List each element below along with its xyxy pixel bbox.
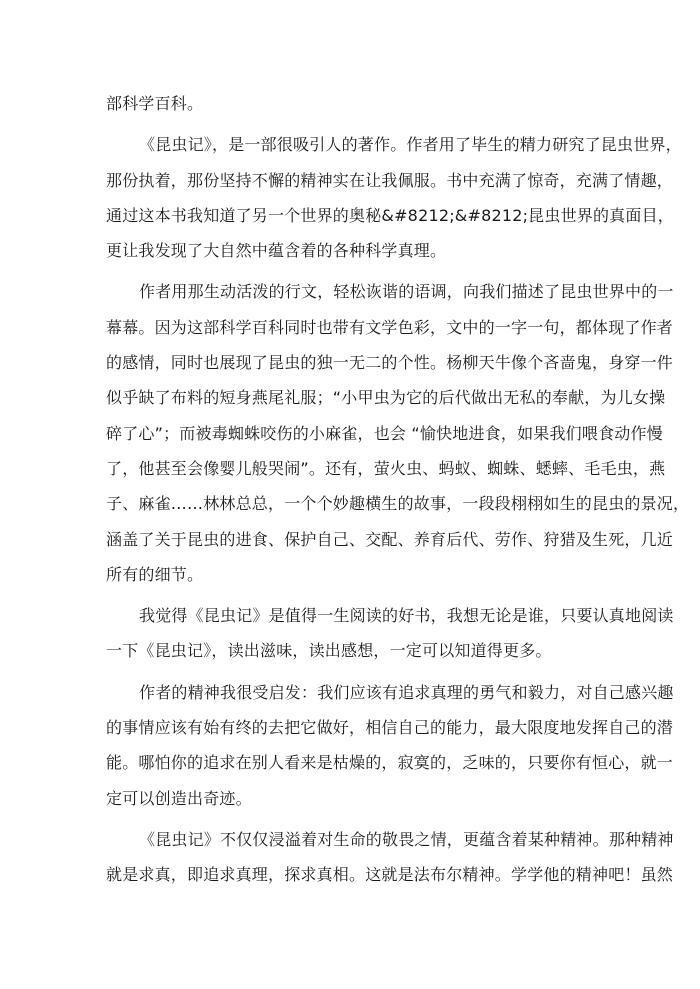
text-line: 幕幕。因为这部科学百科同时也带有文学色彩，文中的一字一句，都体现了作者 [106,317,674,337]
text-line: 《昆虫记》，是一部很吸引人的著作。作者用了毕生的精力研究了昆虫世界， [139,135,682,155]
text-line: 《昆虫记》不仅仅浸溢着对生命的敬畏之情，更蕴含着某种精神。那种精神 [139,829,674,849]
text-line: 定可以创造出奇迹。 [106,788,252,808]
document-body [106,86,690,893]
text-line: 作者用那生动活泼的行文，轻松诙谐的语调，向我们描述了昆虫世界中的一 [139,282,674,302]
text-line: 通过这本书我知道了另一个世界的奥秘&#8212;&#8212;昆虫世界的真面目， [106,205,674,225]
text-line: 似乎缺了布料的短身燕尾礼服；“小甲虫为它的后代做出无私的奉献，为儿女操 [106,388,666,408]
text-line: 的感情，同时也展现了昆虫的独一无二的个性。杨柳天牛像个吝啬鬼，身穿一件 [106,353,674,373]
text-line: 作者的精神我很受启发：我们应该有追求真理的勇气和毅力，对自己感兴趣 [139,682,674,702]
text-line: 了，他甚至会像婴儿般哭闹”。还有，萤火虫、蚂蚁、蜘蛛、蟋蟀、毛毛虫，燕 [106,458,666,478]
text-line: 部科学百科。 [106,94,204,113]
text-line: 能。哪怕你的追求在别人看来是枯燥的，寂寞的，乏味的，只要你有恒心，就一 [106,753,674,773]
text-line: 涵盖了关于昆虫的进食、保护自己、交配、养育后代、劳作、狩猎及生死，几近 [106,529,674,549]
text-line: 的事情应该有始有终的去把它做好，相信自己的能力，最大限度地发挥自己的潜 [106,718,674,738]
text-line: 所有的细节。 [106,564,204,584]
text-line: 更让我发现了大自然中蕴含着的各种科学真理。 [106,241,447,261]
text-line: 子、麻雀……林林总总，一个个妙趣横生的故事，一段段栩栩如生的昆虫的景况， [106,494,690,514]
text-line: 我觉得《昆虫记》是值得一生阅读的好书，我想无论是谁，只要认真地阅读 [139,606,674,626]
text-line: 碎了心”；而被毒蜘蛛咬伤的小麻雀，也会 “愉快地进食，如果我们喂食动作慢 [106,423,663,443]
text-line: 一下《昆虫记》，读出滋味，读出感想，一定可以知道得更多。 [106,641,552,661]
text-line: 就是求真，即追求真理，探求真相。这就是法布尔精神。学学他的精神吧！虽然 [106,865,674,885]
text-line: 那份执着，那份坚持不懈的精神实在让我佩服。书中充满了惊奇，充满了情趣， [106,170,674,190]
